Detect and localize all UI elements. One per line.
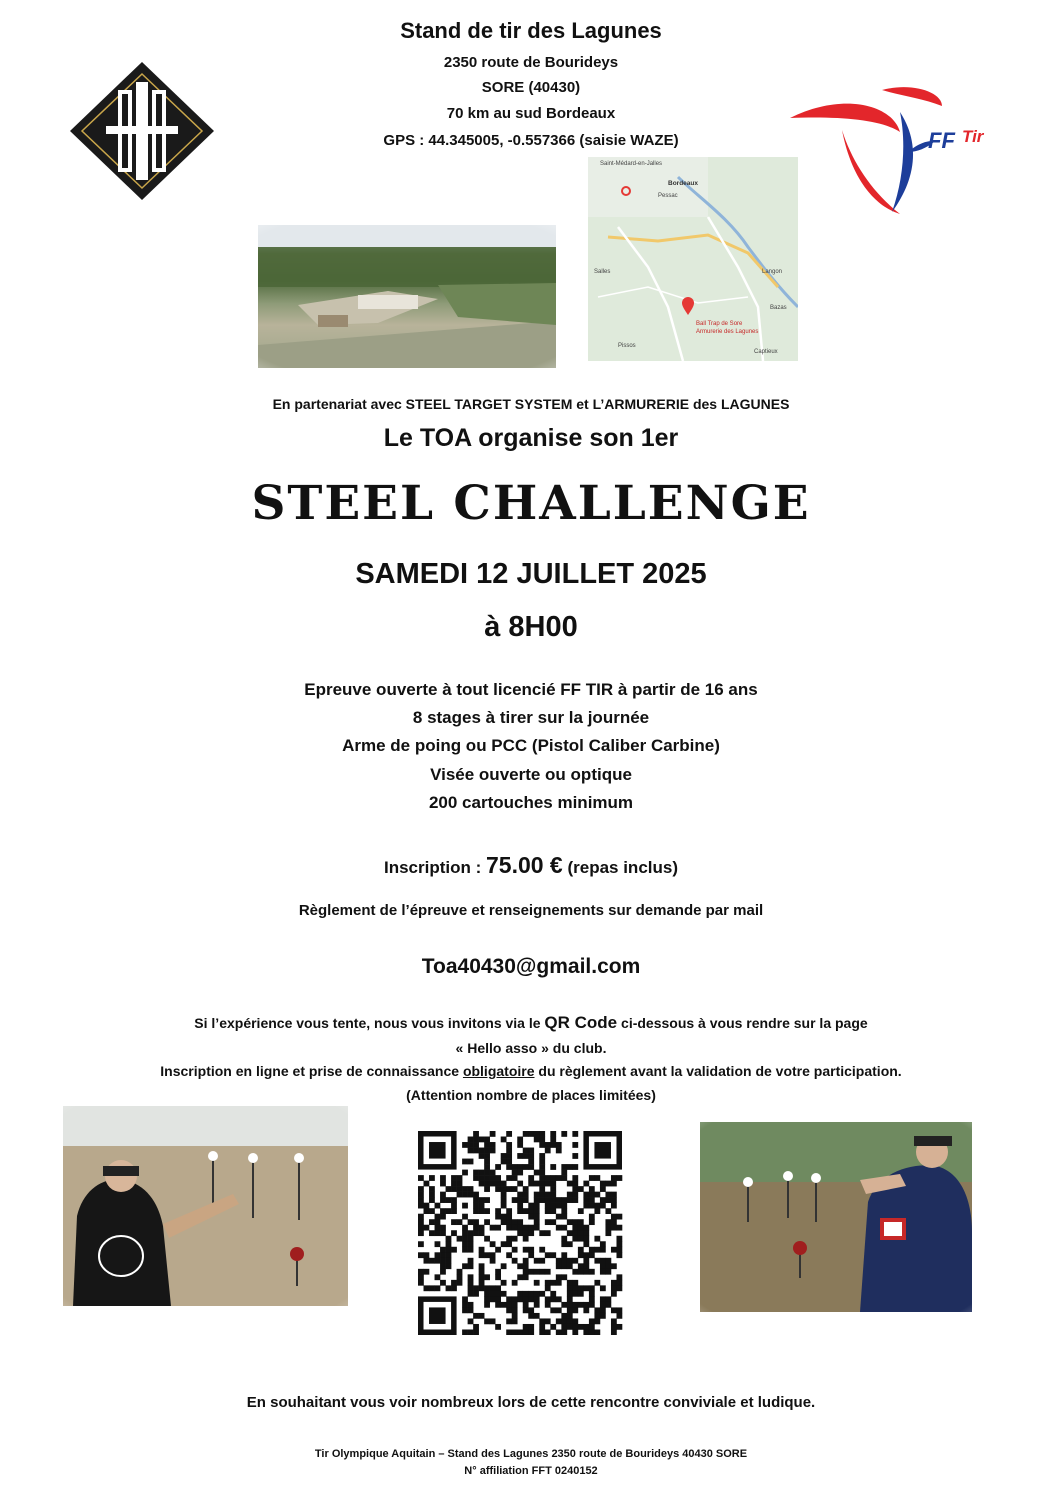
map-label: Saint-Médard-en-Jalles [600, 161, 663, 167]
event-date: SAMEDI 12 JUILLET 2025 [355, 558, 707, 590]
map-label: Langon [762, 269, 783, 275]
map-label: Pessac [658, 193, 678, 199]
event-time: à 8H00 [484, 611, 578, 643]
footer-address: Tir Olympique Aquitain – Stand des Lagunes 2350 route de Bourideys 40430 SORE [314, 1448, 748, 1460]
event-title: STEEL CHALLENGE [251, 476, 811, 531]
qr-code[interactable] [418, 1131, 625, 1335]
info-mandatory-word: obligatoire [462, 1063, 535, 1079]
info-line-2: « Hello asso » du club. [455, 1040, 607, 1056]
aerial-photo [258, 225, 556, 368]
inscription-line [0, 852, 1062, 879]
info-text: ci-dessous à vous rendre sur la page [617, 1015, 868, 1031]
condition-item: Visée ouverte ou optique [430, 765, 632, 784]
venue-name: Stand de tir des Lagunes [400, 18, 662, 43]
map-label: Captieux [754, 349, 778, 355]
info-line-1 [0, 1013, 1062, 1033]
info-line-3 [0, 1063, 1062, 1079]
venue-address-street: 2350 route de Bourideys [443, 54, 619, 71]
shooter-photo-left [63, 1106, 348, 1306]
condition-item: 200 cartouches minimum [428, 793, 634, 812]
inscription-note: (repas inclus) [562, 858, 678, 877]
map-label: Salles [594, 269, 611, 275]
map-label: Pissos [618, 343, 636, 349]
venue-gps: GPS : 44.345005, -0.557366 (saisie WAZE) [383, 132, 679, 149]
map-label: Ball Trap de Sore [696, 321, 743, 327]
footer-affiliation: N° affiliation FFT 0240152 [464, 1465, 598, 1477]
toa-logo [66, 60, 218, 202]
inscription-price: 75.00 € [485, 852, 563, 878]
info-text: du règlement avant la validation de votre participation. [534, 1063, 902, 1079]
venue-address-city: SORE (40430) [481, 79, 581, 96]
fftir-logo [782, 82, 1017, 222]
info-text: Si l’expérience vous tente, nous vous invitons via le [194, 1015, 545, 1031]
reglement-line: Règlement de l’épreuve et renseignements sur demande par mail [298, 902, 764, 919]
map-label: Armurerie des Lagunes [696, 329, 759, 335]
svg-text:Tir: Tir [962, 127, 984, 146]
closing-line: En souhaitant vous voir nombreux lors de cette rencontre conviviale et ludique. [246, 1394, 816, 1411]
location-map [588, 157, 798, 361]
condition-item: Arme de poing ou PCC (Pistol Caliber Carbine) [342, 736, 720, 755]
contact-email[interactable]: Toa40430@gmail.com [421, 955, 641, 978]
inscription-label: Inscription : [383, 858, 486, 877]
condition-item: 8 stages à tirer sur la journée [412, 708, 650, 727]
info-line-4: (Attention nombre de places limitées) [406, 1087, 656, 1103]
svg-text:FF: FF [928, 128, 955, 153]
organizer-line: Le TOA organise son 1er [383, 424, 679, 452]
info-text: Inscription en ligne et prise de connaissance [160, 1063, 463, 1079]
map-label: Bazas [770, 305, 787, 311]
map-label: Bordeaux [668, 180, 698, 187]
condition-item: Epreuve ouverte à tout licencié FF TIR à partir de 16 ans [304, 680, 758, 699]
info-qr-word: QR Code [544, 1013, 618, 1032]
venue-address-distance: 70 km au sud Bordeaux [446, 105, 616, 122]
partner-line: En partenariat avec STEEL TARGET SYSTEM et L’ARMURERIE des LAGUNES [272, 396, 790, 412]
shooter-photo-right [700, 1122, 972, 1312]
